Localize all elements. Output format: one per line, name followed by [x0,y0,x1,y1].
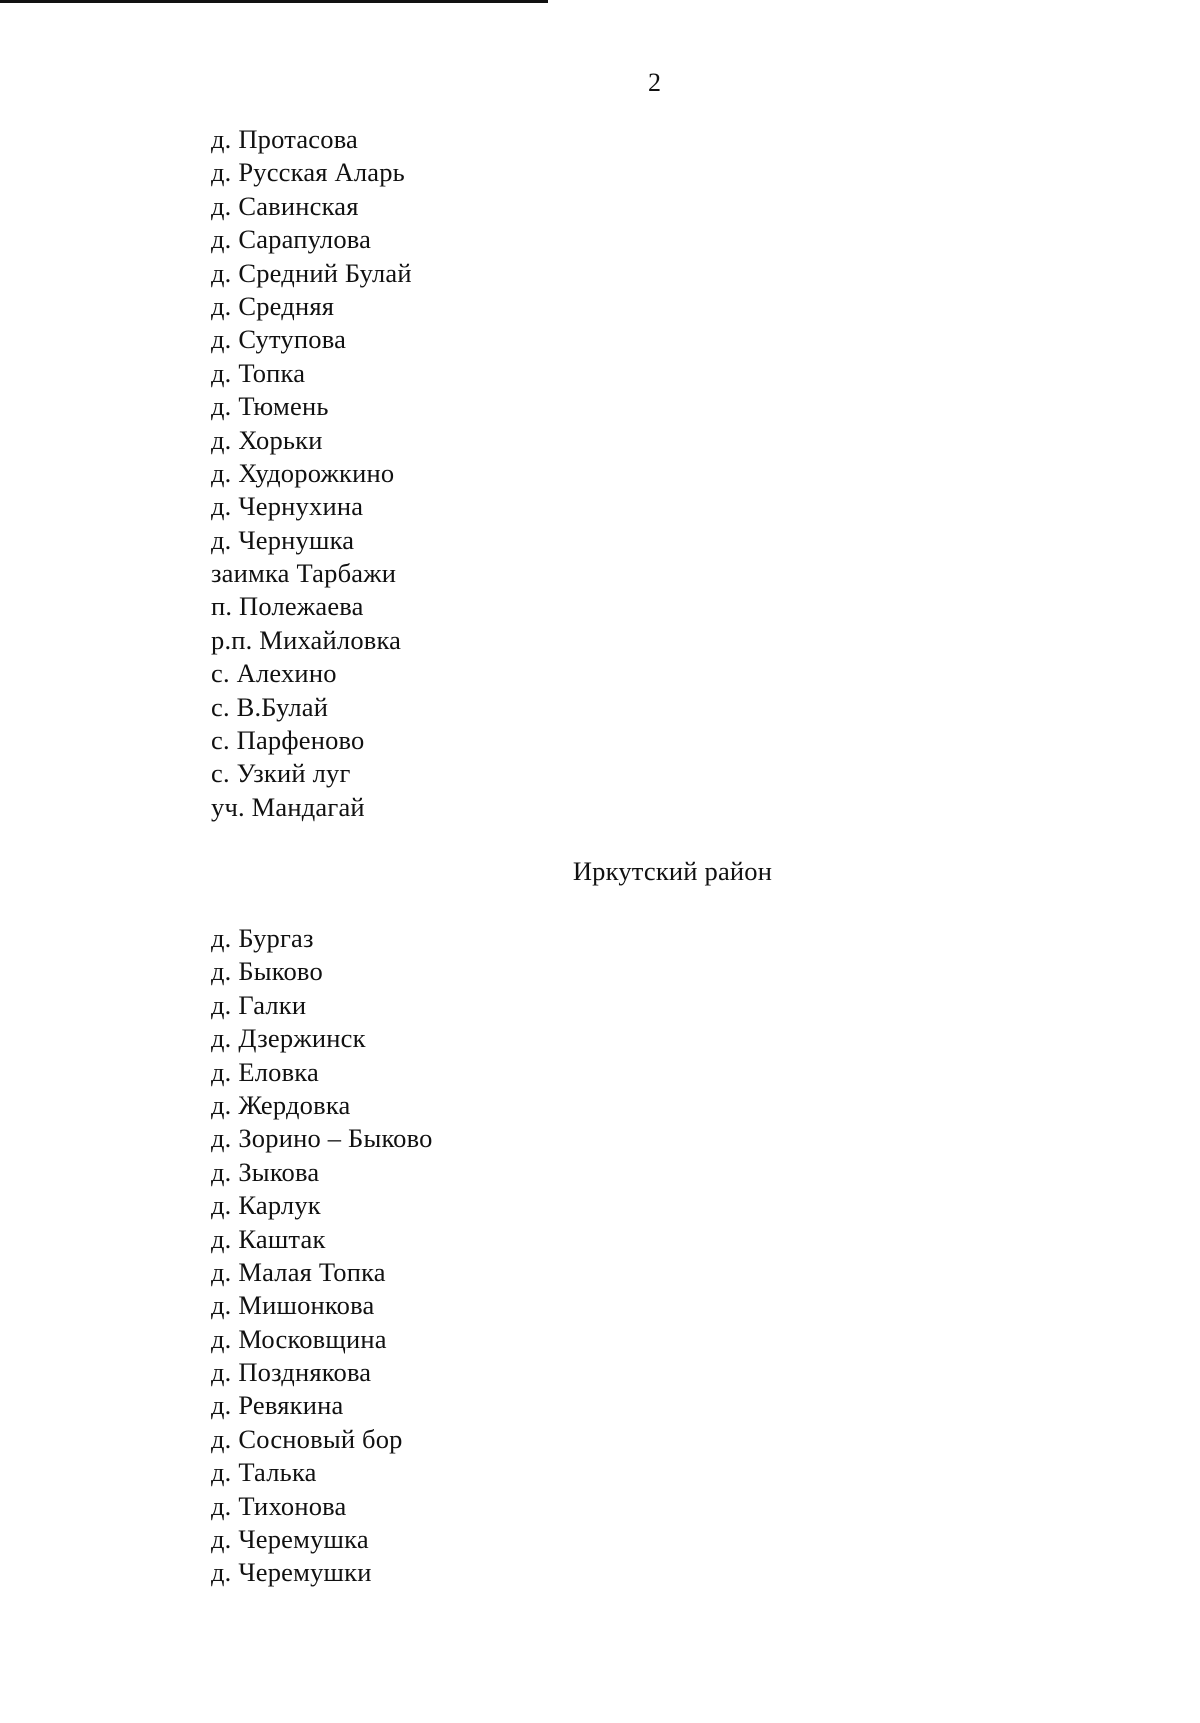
settlement-item: с. Парфеново [211,725,365,756]
settlement-item: д. Московщина [211,1323,387,1354]
settlement-item: д. Талька [211,1457,317,1488]
settlement-item: д. Бургаз [211,923,314,953]
settlement-item: д. Дзержинск [211,1023,366,1054]
settlement-item: заимка Тарбажи [211,558,397,589]
settlement-item: д. Черемушки [211,1557,372,1588]
settlement-item: д. Сосновый бор [211,1423,403,1454]
settlement-item: уч. Мандагай [211,791,365,822]
settlement-list-irkutsk-district [211,922,433,1590]
top-rule-divider [0,0,548,3]
settlement-item: д. Ревякина [211,1390,344,1421]
settlement-item: д. Тюмень [211,391,329,422]
settlement-item: д. Жердовка [211,1089,351,1120]
settlement-item: д. Чернухина [211,491,364,522]
settlement-item: д. Хорьки [211,424,323,455]
settlement-item: д. Каштак [211,1223,326,1254]
settlement-item: д. Протасова [211,124,359,154]
settlement-item: д. Черемушка [211,1524,369,1555]
settlement-item: д. Зыкова [211,1156,320,1187]
page-number: 2 [648,68,661,97]
settlement-item: с. В.Булай [211,691,329,722]
settlement-item: д. Средний Булай [211,257,412,288]
settlement-item: д. Русская Аларь [211,157,405,188]
settlement-item: п. Полежаева [211,591,364,622]
settlement-item: д. Зорино – Быково [211,1123,433,1154]
section-heading-district: Иркутский район [572,856,773,886]
settlement-item: д. Галки [211,989,307,1020]
settlement-item: д. Сутупова [211,324,347,355]
settlement-item: р.п. Михайловка [211,624,402,655]
settlement-item: д. Савинская [211,190,359,221]
settlement-item: с. Алехино [211,658,337,689]
settlement-item: д. Быково [211,956,323,987]
settlement-item: д. Еловка [211,1056,319,1087]
settlement-item: д. Средняя [211,290,335,321]
settlement-list-previous-district [211,123,412,824]
settlement-item: д. Позднякова [211,1357,372,1388]
settlement-item: д. Карлук [211,1190,321,1221]
settlement-item: д. Топка [211,357,306,388]
settlement-item: д. Сарапулова [211,224,372,255]
settlement-item: с. Узкий луг [211,758,351,789]
settlement-item: д. Мишонкова [211,1290,375,1321]
settlement-item: д. Тихонова [211,1490,347,1521]
settlement-item: д. Чернушка [211,524,355,555]
settlement-item: д. Худорожкино [211,457,395,488]
settlement-item: д. Малая Топка [211,1256,386,1287]
